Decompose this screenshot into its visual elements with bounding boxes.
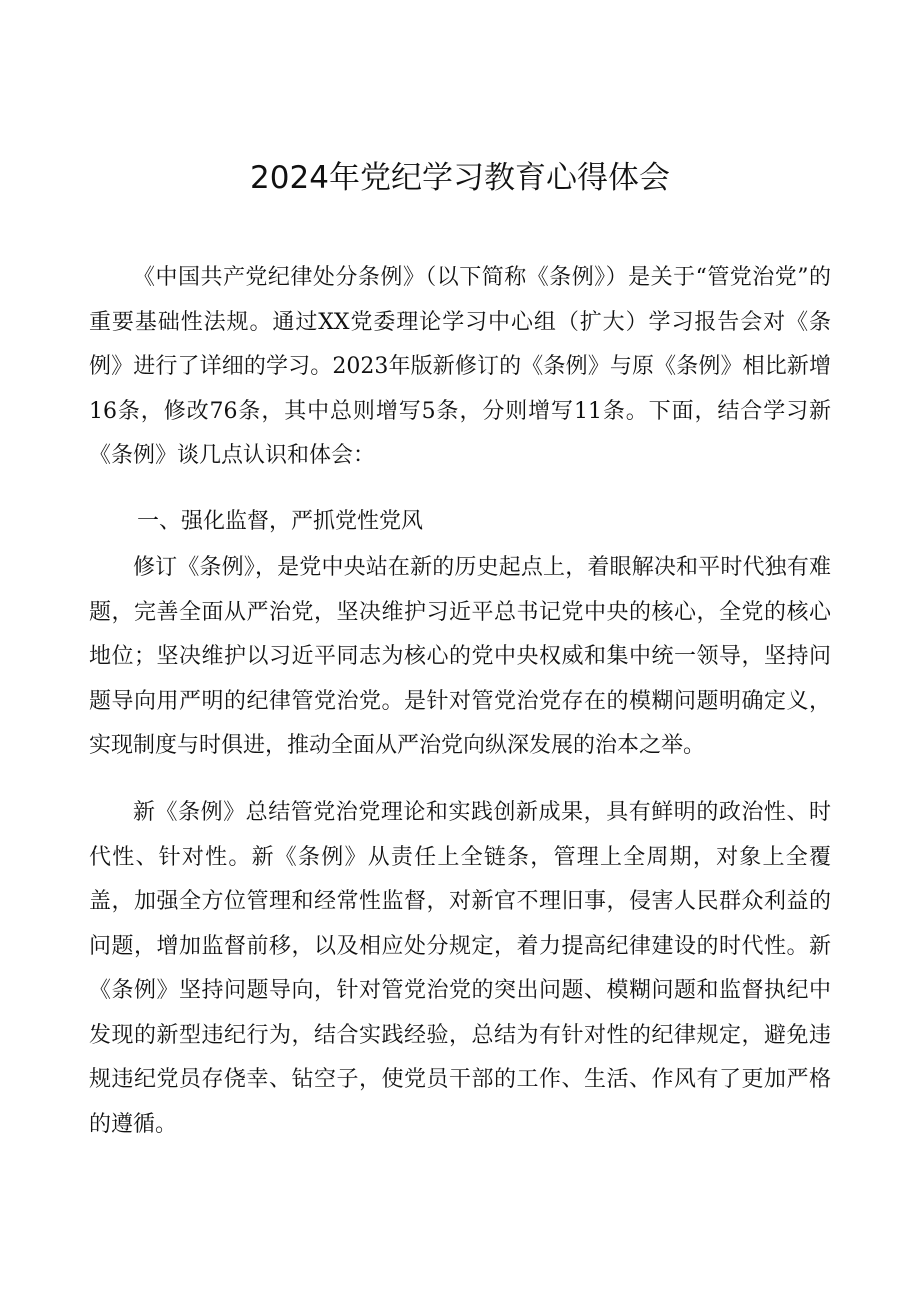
section-heading: 一、强化监督，严抓党性党风	[137, 509, 424, 534]
section1-paragraph-2-block	[89, 791, 831, 1147]
intro-paragraph: 《中国共产党纪律处分条例》（以下简称《条例》）是关于“管党治党”的重要基础性法规。通过XX党委理论学习中心组（扩大）学习报告会对《条例》进行了详细的学习。2023年版新修订的《条例》与原《条例》相比新增16条，修改76条，其中总则增写5条，分则增写11条。下面，结合学习新《条例》谈几点认识和体会：	[89, 265, 831, 468]
section1-paragraph-1-block	[89, 546, 831, 769]
intro-paragraph-block	[89, 256, 831, 479]
section1-paragraph-1: 修订《条例》，是党中央站在新的历史起点上，着眼解决和平时代独有难题，完善全面从严治党，坚决维护习近平总书记党中央的核心，全党的核心地位；坚决维护以习近平同志为核心的党中央权威和集中统一领导，坚持问题导向用严明的纪律管党治党。是针对管党治党存在的模糊问题明确定义，实现制度与时俱进，推动全面从严治党向纵深发展的治本之举。	[89, 555, 831, 758]
document-title: 2024年党纪学习教育心得体会	[250, 160, 670, 196]
section1-paragraph-2: 新《条例》总结管党治党理论和实践创新成果，具有鲜明的政治性、时代性、针对性。新《条例》从责任上全链条，管理上全周期，对象上全覆盖，加强全方位管理和经常性监督，对新官不理旧事，侵害人民群众利益的问题，增加监督前移，以及相应处分规定，着力提高纪律建设的时代性。新《条例》坚持问题导向，针对管党治党的突出问题、模糊问题和监督执纪中发现的新型违纪行为，结合实践经验，总结为有针对性的纪律规定，避免违规违纪党员存侥幸、钻空子，使党员干部的工作、生活、作风有了更加严格的遵循。	[89, 800, 831, 1137]
